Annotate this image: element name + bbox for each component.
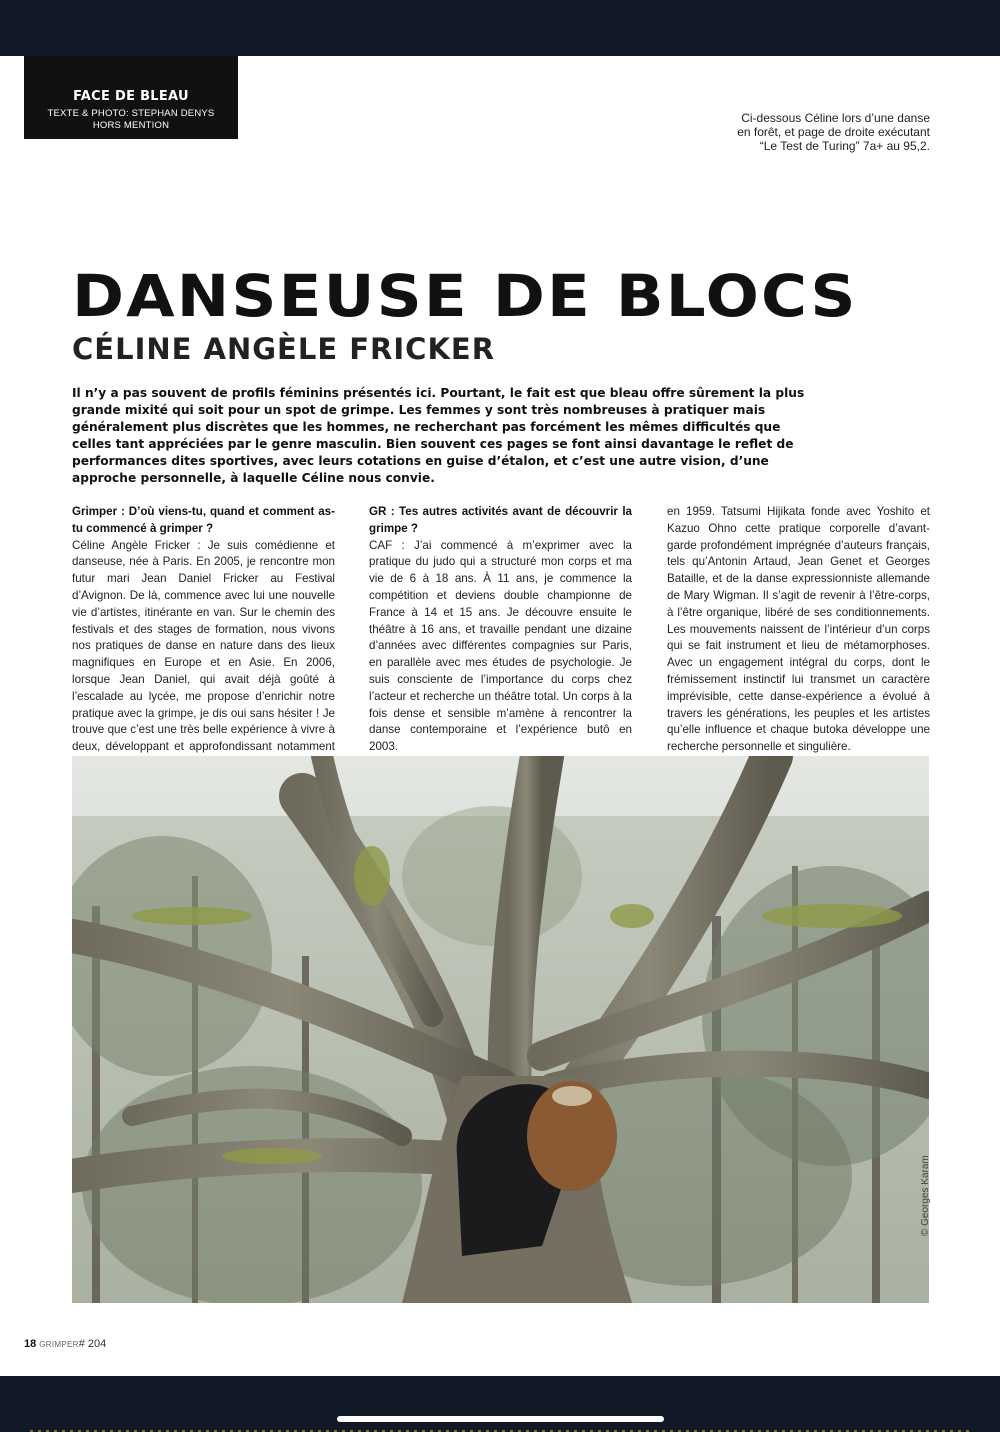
rubric-credit bbox=[24, 108, 238, 132]
rubric-box bbox=[24, 56, 238, 139]
rubric-title: FACE DE BLEAU bbox=[73, 89, 189, 104]
article-intro: Il n’y a pas souvent de profils féminins présentés ici. Pourtant, le fait est que bleau offre sûrement la plus grande mixité qui soit pour un spot de grimpe. Les femmes y sont très nombreuses à pratiquer mais généralement plus discrètes que les hommes, ne recherchant pas forcément les mêmes difficultés que celles tant appréciées par le genre masculin. Bien souvent ces pages se font ainsi davantage le reflet de performances dites sportives, avec leurs cotations en guise d’étalon, et c’est une autre vision, d’une approche personnelle, à laquelle Céline nous convie. bbox=[72, 386, 805, 485]
caption-line2: en forêt, et page de droite exécutant bbox=[737, 125, 930, 139]
question-1: Grimper : D’où viens-tu, quand et comment as-tu commencé à grimper ? bbox=[72, 505, 335, 535]
bottom-bar bbox=[0, 1376, 1000, 1432]
magazine-page[interactable] bbox=[0, 56, 1000, 1376]
text-column-1 bbox=[72, 504, 335, 790]
text-column-3 bbox=[667, 504, 930, 756]
answer-3-continued: en 1959. Tatsumi Hijikata fonde avec Yoshito et Kazuo Ohno cette pratique corporelle d’avant-garde profondément imprégnée d’auteurs français, tels qu’Antonin Artaud, Jean Genet et Georges Bataille, et de la danse expressionniste allemande de Mary Wigman. Il s’agit de revenir à l’être-corps, à l’être organique, libéré de ses conditionnements. Les mouvements naissent de l’intérieur d’un corps qui se fait instrument et lieu de métamorphoses. Avec un engagement intégral du corps, dont le frémissement instinctif lui transmet un caractère imprévisible, cette danse-expérience a évolué à travers les générations, les peuples et les artistes qu’elle influence et chaque butoka développe une recherche personnelle et singulière. bbox=[667, 505, 930, 754]
rubric-credit-line2: HORS MENTION bbox=[92, 120, 170, 131]
photo-caption bbox=[650, 111, 930, 153]
rubric-credit-line1: TEXTE & PHOTO: STEPHAN DENYS bbox=[47, 108, 215, 119]
caption-line1: Ci-dessous Céline lors d’une danse bbox=[741, 111, 930, 125]
home-indicator[interactable] bbox=[337, 1416, 664, 1422]
question-2: GR : Tes autres activités avant de découvrir la grimpe ? bbox=[369, 505, 632, 535]
answer-1: Céline Angèle Fricker : Je suis comédienne et danseuse, née à Paris. En 2005, je rencontre mon futur mari Jean Daniel Fricker au Festival d’Avignon. De là, commence avec lui une nouvelle vie d’artistes, itinérante en van. Sur le chemin des festivals et des stages de formation, nous vivons nos pratiques de danse en nature dans des lieux magnifiques en Europe et en Asie. En 2006, lorsque Jean Daniel, qui avait déjà goûté à l’escalade au lycée, me propose d’enrichir notre pratique avec la grimpe, je dis oui sans hésiter ! Je trouve que c’est une très belle expérience à vivre à deux, développant et approfondissant notamment bbox=[72, 538, 335, 754]
issue-number: # 204 bbox=[78, 1338, 107, 1350]
top-bar bbox=[0, 0, 1000, 56]
tree-illustration bbox=[72, 756, 929, 1303]
photo-credit: © Georges Karam bbox=[920, 1155, 931, 1236]
page-number: 18 bbox=[24, 1338, 37, 1350]
article-subhead: CÉLINE ANGÈLE FRICKER bbox=[72, 332, 496, 366]
page-folio bbox=[24, 1338, 106, 1350]
tree-dancer-photo bbox=[72, 756, 929, 1303]
caption-line3: “Le Test de Turing” 7a+ au 95,2. bbox=[759, 139, 930, 153]
magazine-name: GRIMPER bbox=[39, 1340, 79, 1349]
answer-2: CAF : J’ai commencé à m’exprimer avec la pratique du judo qui a structuré mon corps et ma vie de 6 à 18 ans. À 11 ans, je commence la compétition et deviens double championne de France à 14 et 15 ans. Je découvre ensuite le théâtre à 16 ans, et travaille pendant une dizaine d’années avec différentes compagnies sur Paris, en parallèle avec mes études de psychologie. Je suis consciente de l’importance du corps chez l’acteur et recherche un théâtre total. Un corps à la fois dense et sensible m’amène à rencontrer la danse contemporaine et l’expérience butô en 2003. bbox=[369, 538, 632, 754]
article-headline: DANSEUSE DE BLOCS bbox=[72, 262, 858, 330]
